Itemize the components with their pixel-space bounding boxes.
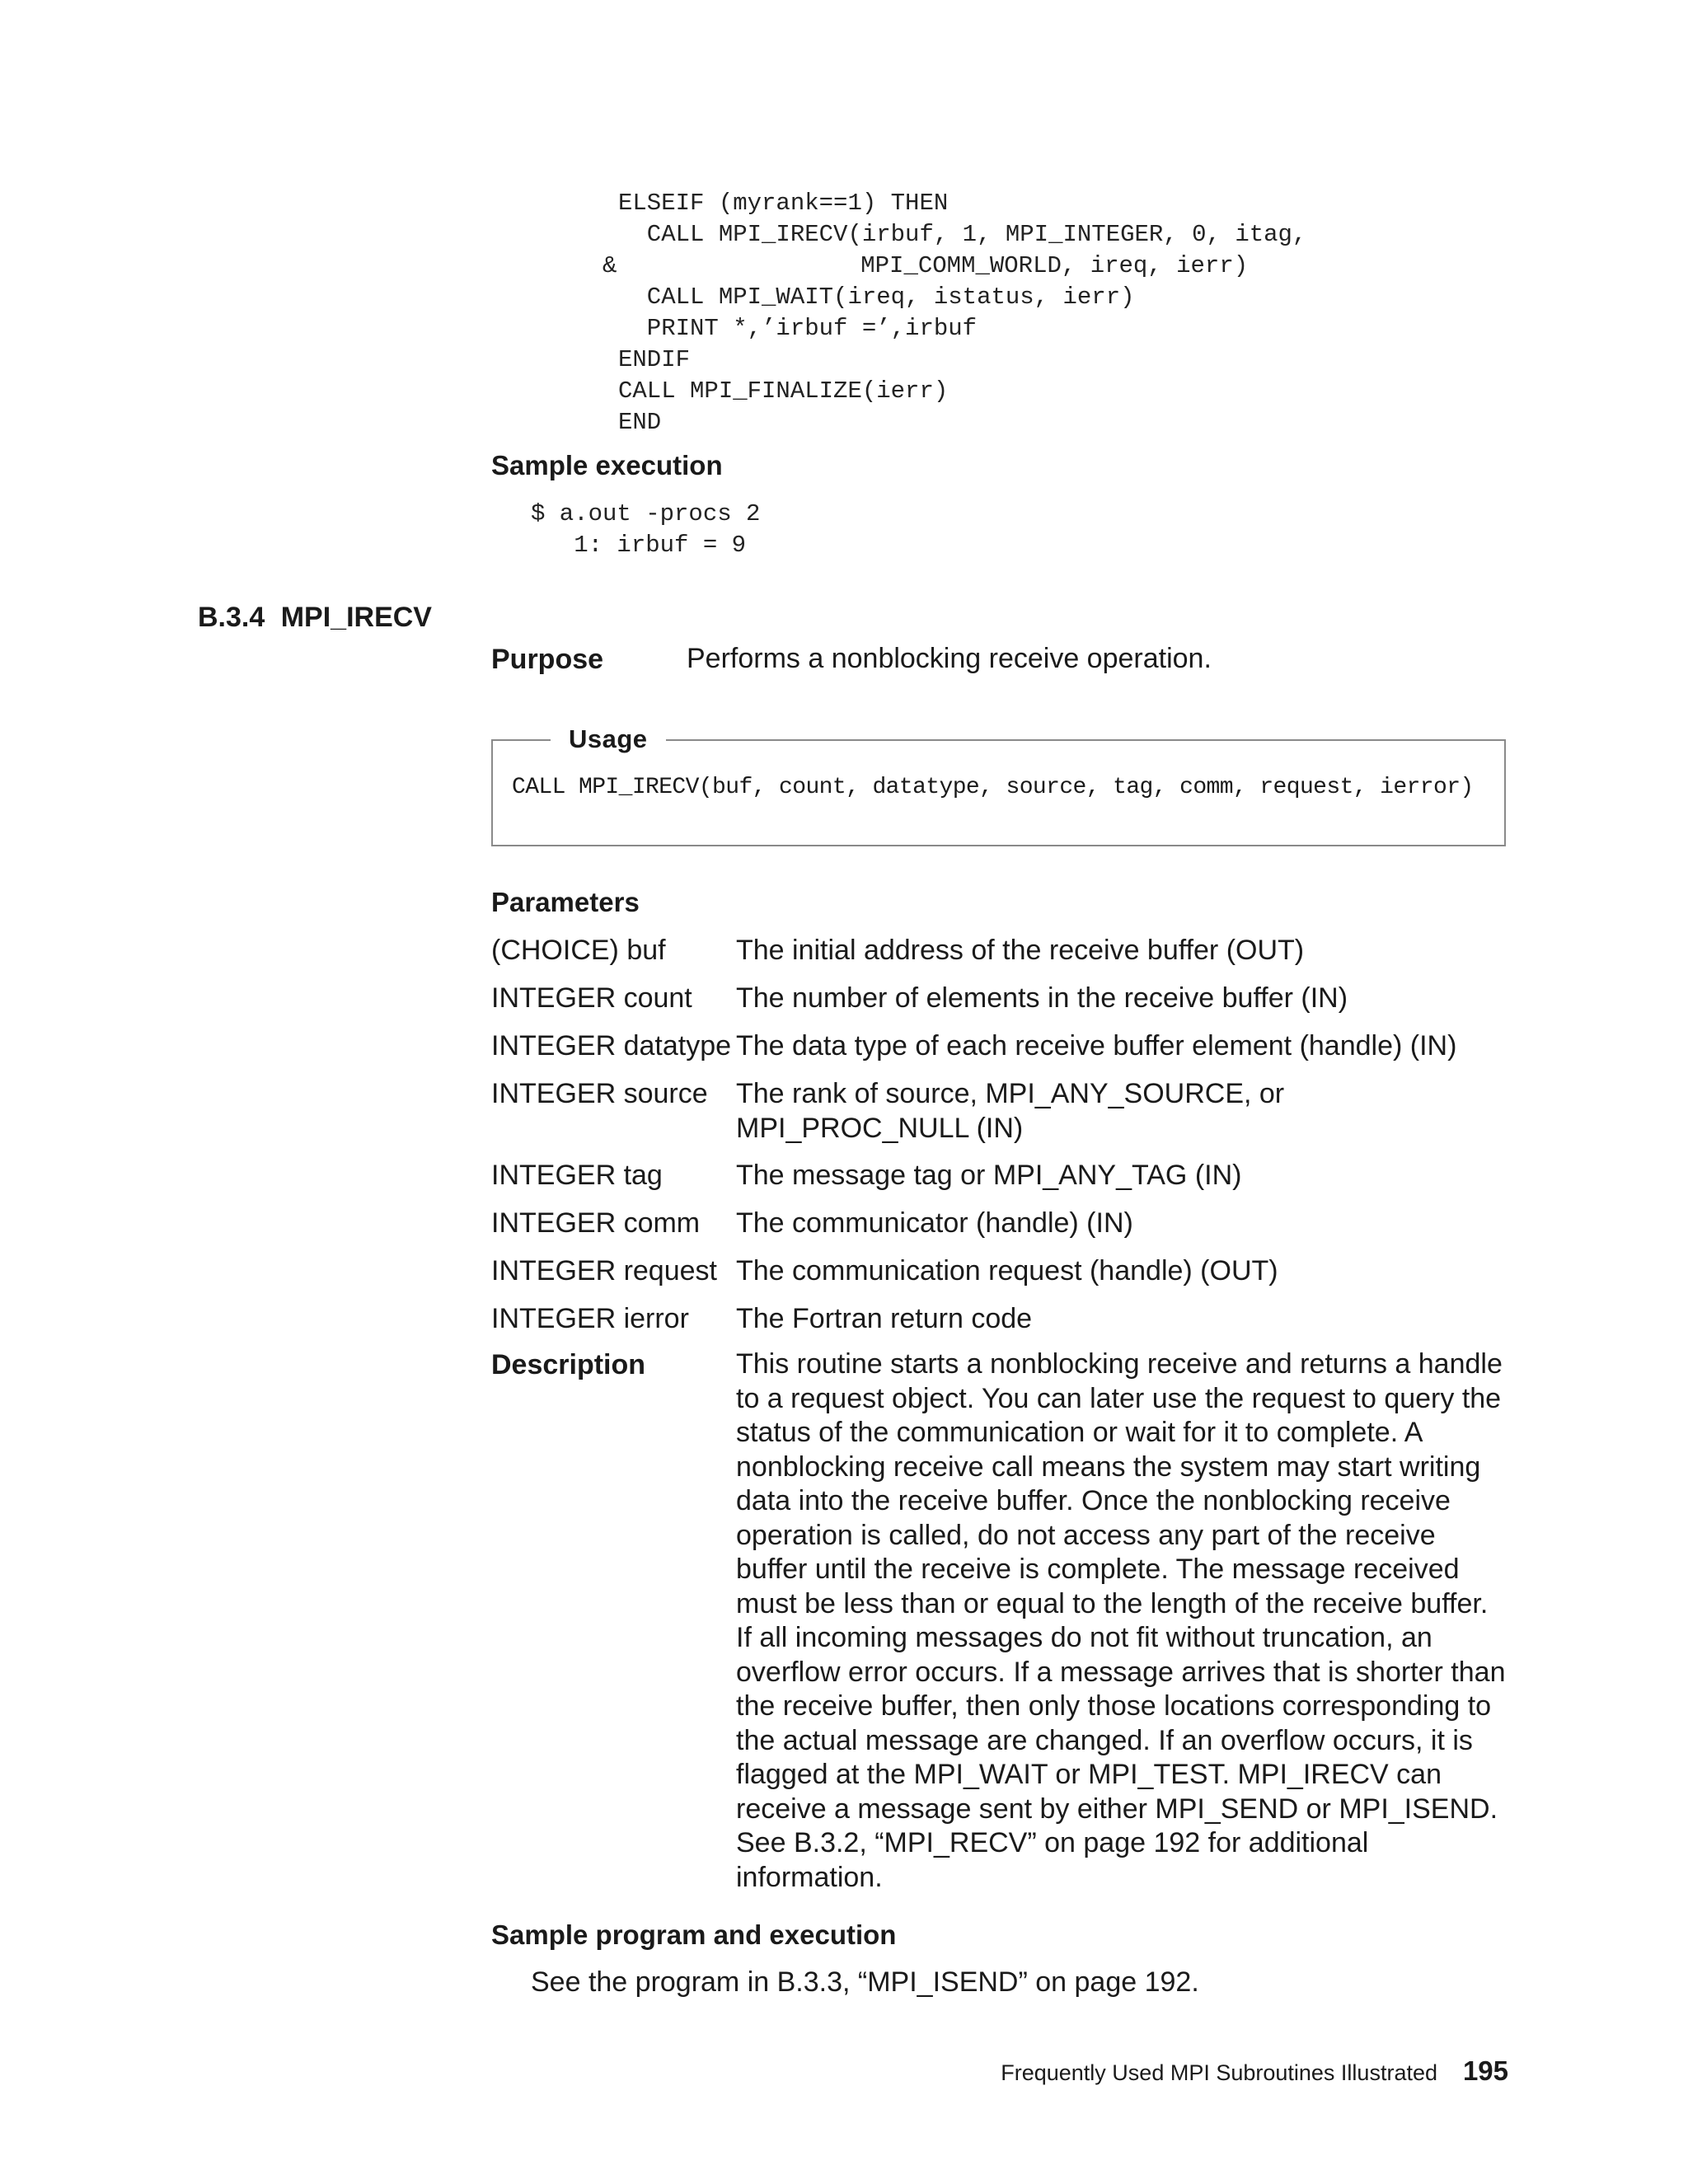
code-line: CALL MPI_FINALIZE(ierr): [618, 377, 949, 405]
param-desc: The message tag or MPI_ANY_TAG (IN): [736, 1160, 1242, 1191]
param-desc: The communicator (handle) (IN): [736, 1207, 1133, 1239]
purpose-label: Purpose: [491, 644, 604, 675]
parameters-heading: Parameters: [491, 887, 640, 917]
page-footer: [907, 2050, 1517, 2092]
param-name: INTEGER comm: [491, 1207, 701, 1239]
param-name: INTEGER datatype: [491, 1030, 732, 1062]
param-desc: The initial address of the receive buffer (OUT): [736, 935, 1305, 966]
footer-title: Frequently Used MPI Subroutines Illustrated: [1001, 2060, 1437, 2085]
code-line: ELSEIF (myrank==1) THEN: [618, 190, 949, 217]
code-line: CALL MPI_WAIT(ireq, istatus, ierr): [618, 284, 1135, 311]
code-block: [603, 188, 1512, 443]
param-desc: The rank of source, MPI_ANY_SOURCE, or MPI_PROC_NULL (IN): [736, 1078, 1285, 1144]
code-line: & MPI_COMM_WORLD, ireq, ierr): [603, 252, 1249, 279]
section-heading: [198, 602, 432, 634]
sample-execution-heading: Sample execution: [491, 450, 723, 480]
code-line: CALL MPI_IRECV(irbuf, 1, MPI_INTEGER, 0, itag,: [618, 221, 1307, 248]
page-number: 195: [1462, 2055, 1508, 2086]
param-name: INTEGER ierror: [491, 1303, 689, 1334]
usage-code: CALL MPI_IRECV(buf, count, datatype, source, tag, comm, request, ierror): [512, 775, 1474, 800]
parameters-list: [491, 934, 1513, 1346]
code-line: END: [618, 409, 662, 436]
output-line: 1: irbuf = 9: [531, 532, 747, 559]
param-name: (CHOICE) buf: [491, 935, 666, 966]
purpose-text: Performs a nonblocking receive operation.: [687, 643, 1212, 674]
param-name: INTEGER request: [491, 1255, 717, 1286]
section-number: B.3.4: [198, 602, 265, 633]
sample-execution-output: [531, 499, 1025, 565]
description-label: Description: [491, 1349, 646, 1380]
output-line: $ a.out -procs 2: [531, 500, 761, 527]
param-desc: The number of elements in the receive buffer (IN): [736, 982, 1348, 1014]
description-text: This routine starts a nonblocking receive and returns a handle to a request object. You can later use the request to query the status of the communication or wait for it to complete. A nonblocking receive call means the system may start writing data into the receive buffer. Once the nonblocking receive operation is called, do not access any part of the receive buffer until the receive is complete. The message received must be less than or equal to the length of the receive buffer. If all incoming messages do not fit without truncation, an overflow error occurs. If a message arrives that is shorter than the receive buffer, then only those locations corresponding to the actual message are changed. If an overflow occurs, it is flagged at the MPI_WAIT or MPI_TEST. MPI_IRECV can receive a message sent by either MPI_SEND or MPI_ISEND. See B.3.2, “MPI_RECV” on page 192 for additional information.: [736, 1348, 1506, 1893]
sample-program-text: See the program in B.3.3, “MPI_ISEND” on page 192.: [531, 1966, 1199, 1998]
code-line: ENDIF: [618, 346, 691, 373]
param-name: INTEGER count: [491, 982, 692, 1014]
param-name: INTEGER tag: [491, 1160, 663, 1191]
usage-label: Usage: [551, 723, 666, 756]
param-desc: The Fortran return code: [736, 1303, 1033, 1334]
param-desc: The data type of each receive buffer element (handle) (IN): [736, 1030, 1457, 1062]
param-desc: The communication request (handle) (OUT): [736, 1255, 1278, 1286]
section-title: MPI_IRECV: [280, 602, 432, 633]
param-name: INTEGER source: [491, 1078, 708, 1109]
code-line: PRINT *,’irbuf =’,irbuf: [618, 315, 978, 342]
sample-program-heading: Sample program and execution: [491, 1919, 897, 1950]
